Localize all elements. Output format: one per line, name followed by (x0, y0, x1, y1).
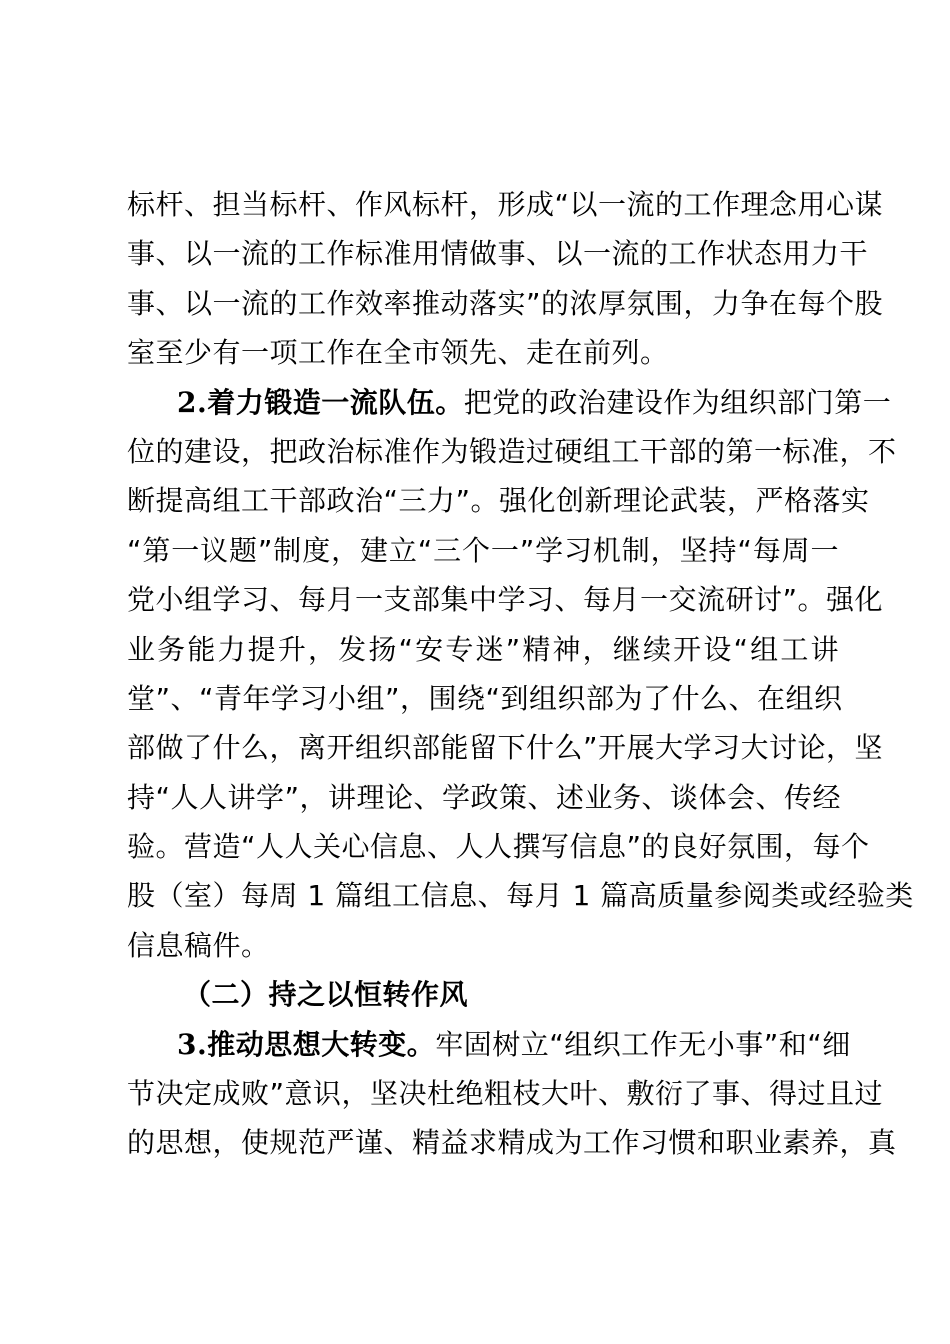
paragraph-lead-line (127, 1020, 851, 1069)
text-line: 事、以一流的工作标准用情做事、以一流的工作状态用力干 (127, 237, 869, 271)
paragraph-lead-text: 牢固树立“组织工作无小事”和“细 (435, 1027, 851, 1061)
text-line: 的思想，使规范严谨、精益求精成为工作习惯和职业素养，真 (127, 1126, 897, 1160)
text-line: 部做了什么，离开组织部能留下什么”开展大学习大讨论，坚 (127, 731, 884, 765)
section-heading: （二）持之以恒转作风 (183, 978, 469, 1012)
text-line: 标杆、担当标杆、作风标杆，形成“以一流的工作理念用心谋 (127, 188, 884, 221)
paragraph-lead-line (127, 378, 892, 427)
paragraph-lead-text: 把党的政治建设作为组织部门第一 (463, 385, 892, 419)
paragraph-heading: 2.着力锻造一流队伍。 (177, 385, 464, 419)
text-line: 节决定成败”意识，坚决杜绝粗枝大叶、敷衍了事、得过且过 (127, 1077, 884, 1111)
text-line: 事、以一流的工作效率推动落实”的浓厚氛围，力争在每个股 (127, 286, 884, 320)
text-line: 断提高组工干部政治“三力”。强化创新理论武装，严格落实 (127, 484, 870, 518)
text-line: “第一议题”制度，建立“三个一”学习机制，坚持“每周一 (127, 533, 839, 567)
paragraph-heading: 3.推动思想大转变。 (177, 1027, 436, 1061)
text-line: 信息稿件。 (127, 928, 270, 962)
text-line: 业务能力提升，发扬“安专迷”精神，继续开设“组工讲 (127, 632, 839, 666)
body-text (127, 180, 914, 1168)
text-line: 持“人人讲学”，讲理论、学政策、述业务、谈体会、传经 (127, 780, 842, 814)
text-line: 堂”、“青年学习小组”，围绕“到组织部为了什么、在组织 (127, 681, 843, 715)
text-line: 股（室）每周 1 篇组工信息、每月 1 篇高质量参阅类或经验类 (127, 879, 914, 913)
text-line: 党小组学习、每月一支部集中学习、每月一交流研讨”。强化 (127, 583, 884, 617)
text-line: 验。营造“人人关心信息、人人撰写信息”的良好氛围，每个 (127, 830, 870, 864)
text-line: 室至少有一项工作在全市领先、走在前列。 (127, 336, 669, 370)
text-line: 位的建设，把政治标准作为锻造过硬组工干部的第一标准，不 (127, 434, 897, 468)
